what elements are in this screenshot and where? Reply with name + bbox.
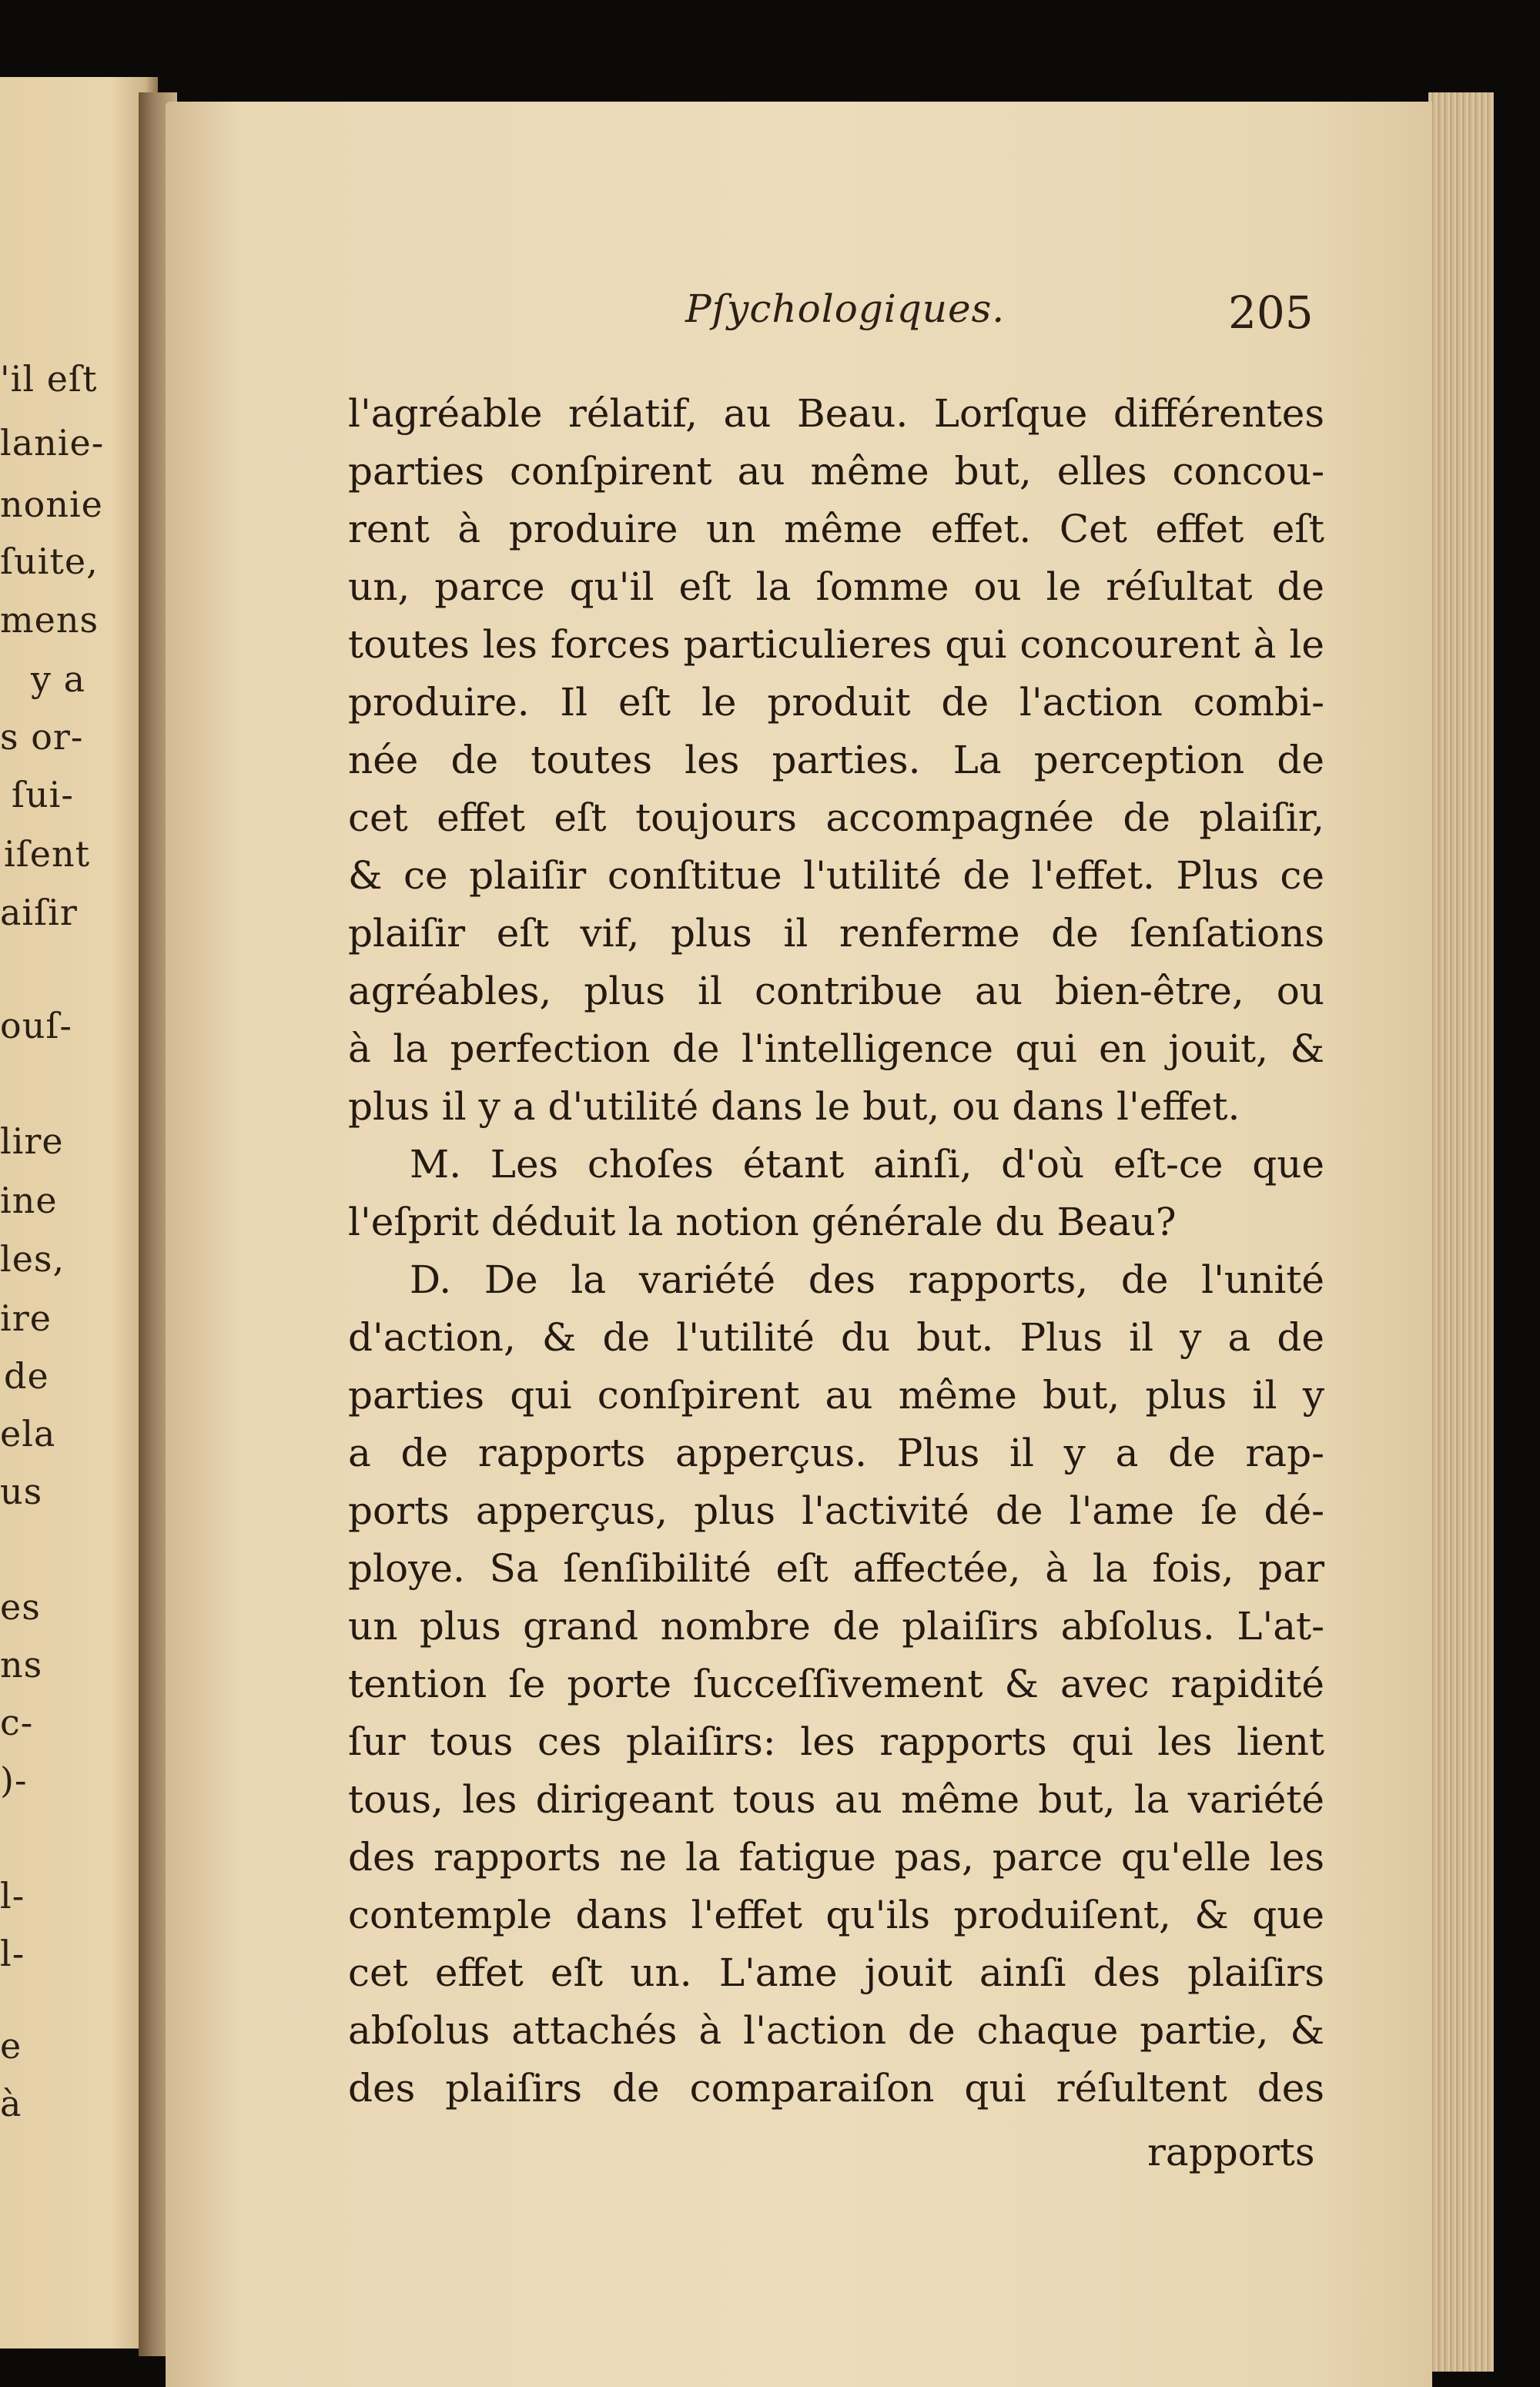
left-fragment: lanie- (0, 422, 105, 464)
text-line: D. De la variété des rapports, de l'unité (410, 1257, 1324, 1302)
text-line: plaiſir eſt vif, plus il renferme de ſenſations (348, 911, 1324, 956)
left-fragment: iſent (4, 833, 91, 875)
book-page (166, 102, 1432, 2387)
running-head: Pſychologiques. (685, 286, 1006, 331)
left-fragment: s or- (0, 716, 84, 758)
text-line: tous, les dirigeant tous au même but, la variété (348, 1777, 1324, 1822)
left-fragment: de (4, 1355, 49, 1397)
page-edges (1428, 92, 1498, 2372)
text-line: toutes les forces particulieres qui concourent à le (348, 622, 1324, 667)
previous-page-edge (0, 77, 158, 2348)
left-fragment: les, (0, 1238, 65, 1280)
page-number: 205 (1228, 286, 1314, 339)
text-line: M. Les choſes étant ainſi, d'où eſt-ce que (410, 1142, 1324, 1187)
text-line: a de rapports apperçus. Plus il y a de rap- (348, 1431, 1324, 1475)
text-line: ports apperçus, plus l'activité de l'ame ſe dé- (348, 1488, 1324, 1533)
left-fragment: ire (0, 1297, 52, 1339)
text-line: rent à produire un même effet. Cet effet eſt (348, 507, 1324, 551)
text-line: née de toutes les parties. La perception de (348, 738, 1324, 782)
left-fragment: mens (0, 599, 99, 641)
left-fragment: à (0, 2083, 22, 2124)
left-fragment: ela (0, 1413, 56, 1455)
text-line: plus il y a d'utilité dans le but, ou dans l'effet. (348, 1084, 1240, 1129)
left-fragment: y a (31, 658, 86, 700)
background-edge (1494, 85, 1540, 2387)
left-fragment: l- (0, 1933, 25, 1974)
left-fragment: ouſ- (0, 1005, 72, 1046)
left-fragment: nonie (0, 484, 103, 525)
left-fragment: ſuite, (0, 541, 99, 582)
text-line: cet effet eſt un. L'ame jouit ainſi des plaiſirs (348, 1950, 1324, 1995)
left-fragment: es (0, 1586, 41, 1628)
text-line: ploye. Sa ſenſibilité eſt affectée, à la fois, par (348, 1546, 1324, 1591)
left-fragment: ine (0, 1180, 58, 1221)
left-fragment: c- (0, 1702, 34, 1743)
text-line: des plaiſirs de comparaiſon qui réſultent des (348, 2066, 1324, 2111)
text-line: à la perfection de l'intelligence qui en jouit, & (348, 1026, 1324, 1071)
text-line: parties conſpirent au même but, elles concou- (348, 449, 1324, 494)
text-line: parties qui conſpirent au même but, plus il y (348, 1373, 1324, 1418)
text-line: contemple dans l'effet qu'ils produiſent, & que (348, 1893, 1324, 1937)
text-line: ſur tous ces plaiſirs: les rapports qui les lient (348, 1719, 1324, 1764)
left-fragment: lire (0, 1120, 64, 1162)
left-fragment: ſui- (12, 774, 74, 815)
text-line: un, parce qu'il eſt la ſomme ou le réſultat de (348, 564, 1324, 609)
left-fragment: ns (0, 1644, 43, 1686)
left-fragment: )- (0, 1759, 28, 1801)
left-fragment: l- (0, 1875, 25, 1917)
text-line: l'agréable rélatif, au Beau. Lorſque différentes (348, 391, 1324, 436)
left-fragment: 'il eſt (0, 358, 98, 400)
left-fragment: us (0, 1471, 43, 1512)
text-line: d'action, & de l'utilité du but. Plus il y a de (348, 1315, 1324, 1360)
body-text (348, 385, 1324, 2118)
text-line: tention ſe porte ſucceſſivement & avec rapidité (348, 1662, 1324, 1706)
text-line: produire. Il eſt le produit de l'action combi- (348, 680, 1324, 725)
text-line: l'eſprit déduit la notion générale du Beau? (348, 1200, 1177, 1244)
text-line: cet effet eſt toujours accompagnée de plaiſir, (348, 795, 1324, 840)
text-line: & ce plaiſir conſtitue l'utilité de l'effet. Plus ce (348, 853, 1324, 898)
left-fragment: aiſir (0, 892, 78, 933)
left-fragment: e (0, 2025, 22, 2067)
text-line: agréables, plus il contribue au bien-être, ou (348, 969, 1324, 1013)
text-line: un plus grand nombre de plaiſirs abſolus. L'at- (348, 1604, 1324, 1649)
text-line: des rapports ne la fatigue pas, parce qu'elle les (348, 1835, 1324, 1880)
catchword: rapports (1147, 2130, 1315, 2174)
text-line: abſolus attachés à l'action de chaque partie, & (348, 2008, 1324, 2053)
